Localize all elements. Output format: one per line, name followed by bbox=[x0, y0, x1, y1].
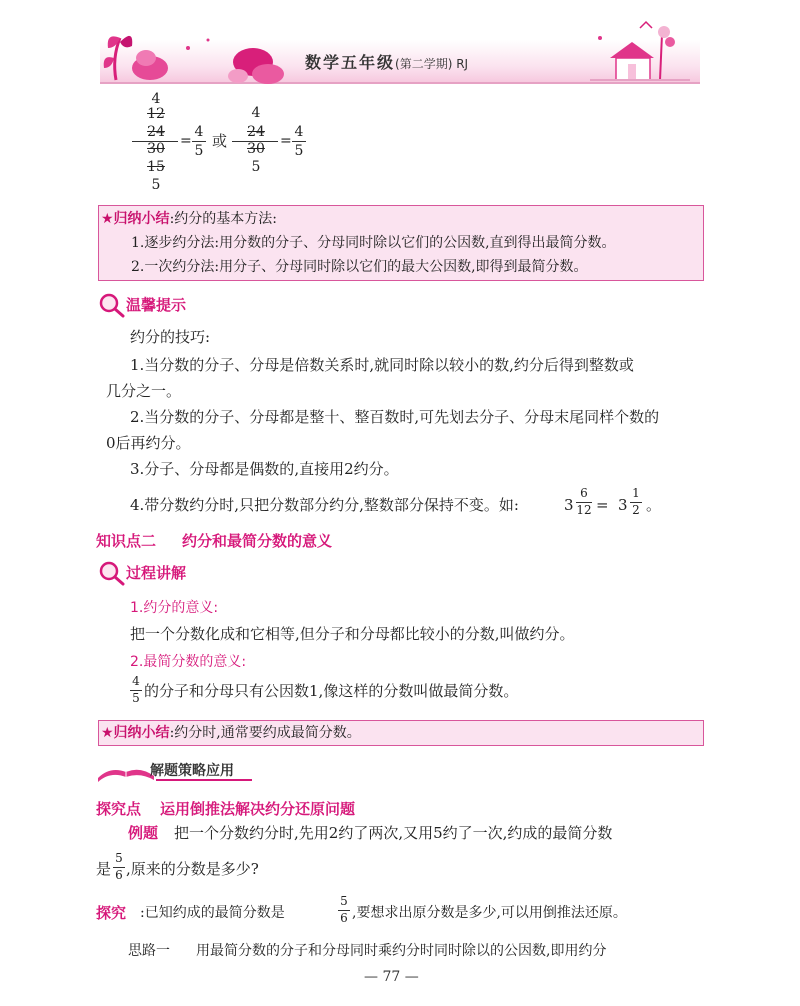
explore-fraction-denominator: 6 bbox=[340, 911, 348, 925]
explore-fraction bbox=[338, 895, 352, 929]
tip-2-line1: 2.当分数的分子、分母都是整十、整百数时,可先划去分子、分母末尾同样个数的 bbox=[130, 408, 660, 426]
or-label: 或 bbox=[212, 132, 228, 150]
result-denominator: 5 bbox=[294, 143, 304, 159]
tip-1-line1: 1.当分数的分子、分母是倍数关系时,就同时除以较小的数,约分后得到整数或 bbox=[130, 356, 634, 374]
mixed-numerator-2: 1 bbox=[632, 486, 640, 500]
summary-text: :约分时,通常要约成最简分数。 bbox=[169, 725, 361, 741]
summary-item: 2.一次约分法:用分子、分母同时除以它们的最大公因数,即得到最简分数。 bbox=[131, 259, 588, 275]
mixed-number-example bbox=[560, 484, 670, 524]
example-label: 例题 bbox=[128, 824, 159, 842]
explore-fraction-numerator: 5 bbox=[340, 894, 348, 908]
summary-box-methods bbox=[98, 205, 704, 281]
definition-heading-2: 2.最简分数的意义: bbox=[130, 654, 247, 670]
knowledge-point-title: 约分和最简分数的意义 bbox=[182, 532, 333, 550]
summary-item: 1.逐步约分法:用分数的分子、分母同时除以它们的公因数,直到得出最简分数。 bbox=[131, 235, 616, 251]
mixed-whole: 3 bbox=[564, 496, 574, 514]
mixed-whole-2: 3 bbox=[618, 496, 628, 514]
book-subtitle: (第二学期) RJ bbox=[395, 57, 469, 71]
explore-label: 探究 bbox=[96, 904, 127, 922]
calc1-denominator: 30 bbox=[147, 141, 165, 157]
magnifier-icon bbox=[98, 560, 126, 586]
calc1-step-num: 4 bbox=[151, 91, 161, 107]
definition-text-1: 把一个分数化成和它相等,但分子和分母都比较小的分数,叫做约分。 bbox=[130, 625, 575, 643]
calc1-numerator: 24 bbox=[147, 124, 165, 140]
example-fraction-numerator: 5 bbox=[115, 851, 123, 865]
equals-sign: = bbox=[280, 133, 292, 149]
summary-box-simplest bbox=[98, 720, 704, 746]
calc1-step-num: 12 bbox=[147, 106, 165, 122]
strategy-banner-title: 解题策略应用 bbox=[150, 763, 234, 779]
reduction-calculation bbox=[128, 91, 328, 196]
page-number: — 77 — bbox=[364, 969, 419, 985]
tip-2-line2: 0后再约分。 bbox=[106, 434, 191, 452]
example-fraction-denominator: 6 bbox=[115, 868, 123, 882]
summary-heading: ★归纳小结 bbox=[101, 211, 170, 227]
tips-heading: 温馨提示 bbox=[126, 296, 187, 314]
calc1-step-den: 15 bbox=[147, 159, 165, 175]
calc2-numerator: 24 bbox=[247, 124, 265, 140]
summary-title bbox=[101, 722, 361, 744]
summary-intro: :约分的基本方法: bbox=[169, 211, 277, 227]
tip-1-line2: 几分之一。 bbox=[106, 382, 182, 400]
tips-intro: 约分的技巧: bbox=[130, 328, 211, 346]
idea-text: 用最简分数的分子和分母同时乘约分时同时除以的公因数,即用约分 bbox=[196, 943, 607, 959]
calc2-step-num: 4 bbox=[251, 105, 261, 121]
exploration-point-label: 探究点 bbox=[96, 800, 142, 818]
mixed-denominator-2: 2 bbox=[632, 503, 640, 517]
equals-sign: = bbox=[180, 133, 192, 149]
calc2-step-den: 5 bbox=[251, 159, 261, 175]
explore-text-suffix: ,要想求出原分数是多少,可以用倒推法还原。 bbox=[352, 905, 627, 921]
tip-3: 3.分子、分母都是偶数的,直接用2约分。 bbox=[130, 460, 399, 478]
result-numerator: 4 bbox=[194, 124, 204, 140]
mixed-denominator: 12 bbox=[576, 503, 592, 517]
idea-label: 思路一 bbox=[128, 943, 170, 959]
summary-title bbox=[101, 208, 277, 230]
example-numerator: 4 bbox=[132, 674, 140, 688]
example-text-line1: 把一个分数约分时,先用2约了两次,又用5约了一次,约成的最简分数 bbox=[174, 824, 613, 842]
mixed-numerator: 6 bbox=[580, 486, 588, 500]
example-denominator: 5 bbox=[132, 691, 140, 705]
example-text-line2: ,原来的分数是多少? bbox=[126, 860, 259, 878]
calc1-step-den: 5 bbox=[151, 177, 161, 193]
book-title bbox=[305, 50, 468, 73]
definition-text-2: 的分子和分母只有公因数1,像这样的分数叫做最简分数。 bbox=[144, 682, 519, 700]
knowledge-point-label: 知识点二 bbox=[96, 532, 157, 550]
result-numerator: 4 bbox=[294, 124, 304, 140]
mixed-end: 。 bbox=[646, 496, 662, 514]
definition-heading-1: 1.约分的意义: bbox=[130, 600, 219, 616]
explore-text-prefix: :已知约成的最简分数是 bbox=[140, 905, 285, 921]
example-text-prefix: 是 bbox=[96, 860, 112, 878]
mixed-equals: = bbox=[596, 496, 609, 514]
tip-4: 4.带分数约分时,只把分数部分约分,整数部分保持不变。如: bbox=[130, 496, 519, 514]
example-fraction bbox=[113, 852, 127, 886]
calc2-denominator: 30 bbox=[247, 141, 265, 157]
result-denominator: 5 bbox=[194, 143, 204, 159]
book-title-text: 数学五年级 bbox=[305, 53, 396, 72]
magnifier-icon bbox=[98, 292, 126, 318]
header-plant-decoration-icon bbox=[98, 18, 298, 84]
process-heading: 过程讲解 bbox=[126, 564, 187, 582]
summary-heading: ★归纳小结 bbox=[101, 725, 170, 741]
exploration-point-title: 运用倒推法解决约分还原问题 bbox=[160, 800, 356, 818]
header-house-decoration-icon bbox=[580, 14, 700, 84]
